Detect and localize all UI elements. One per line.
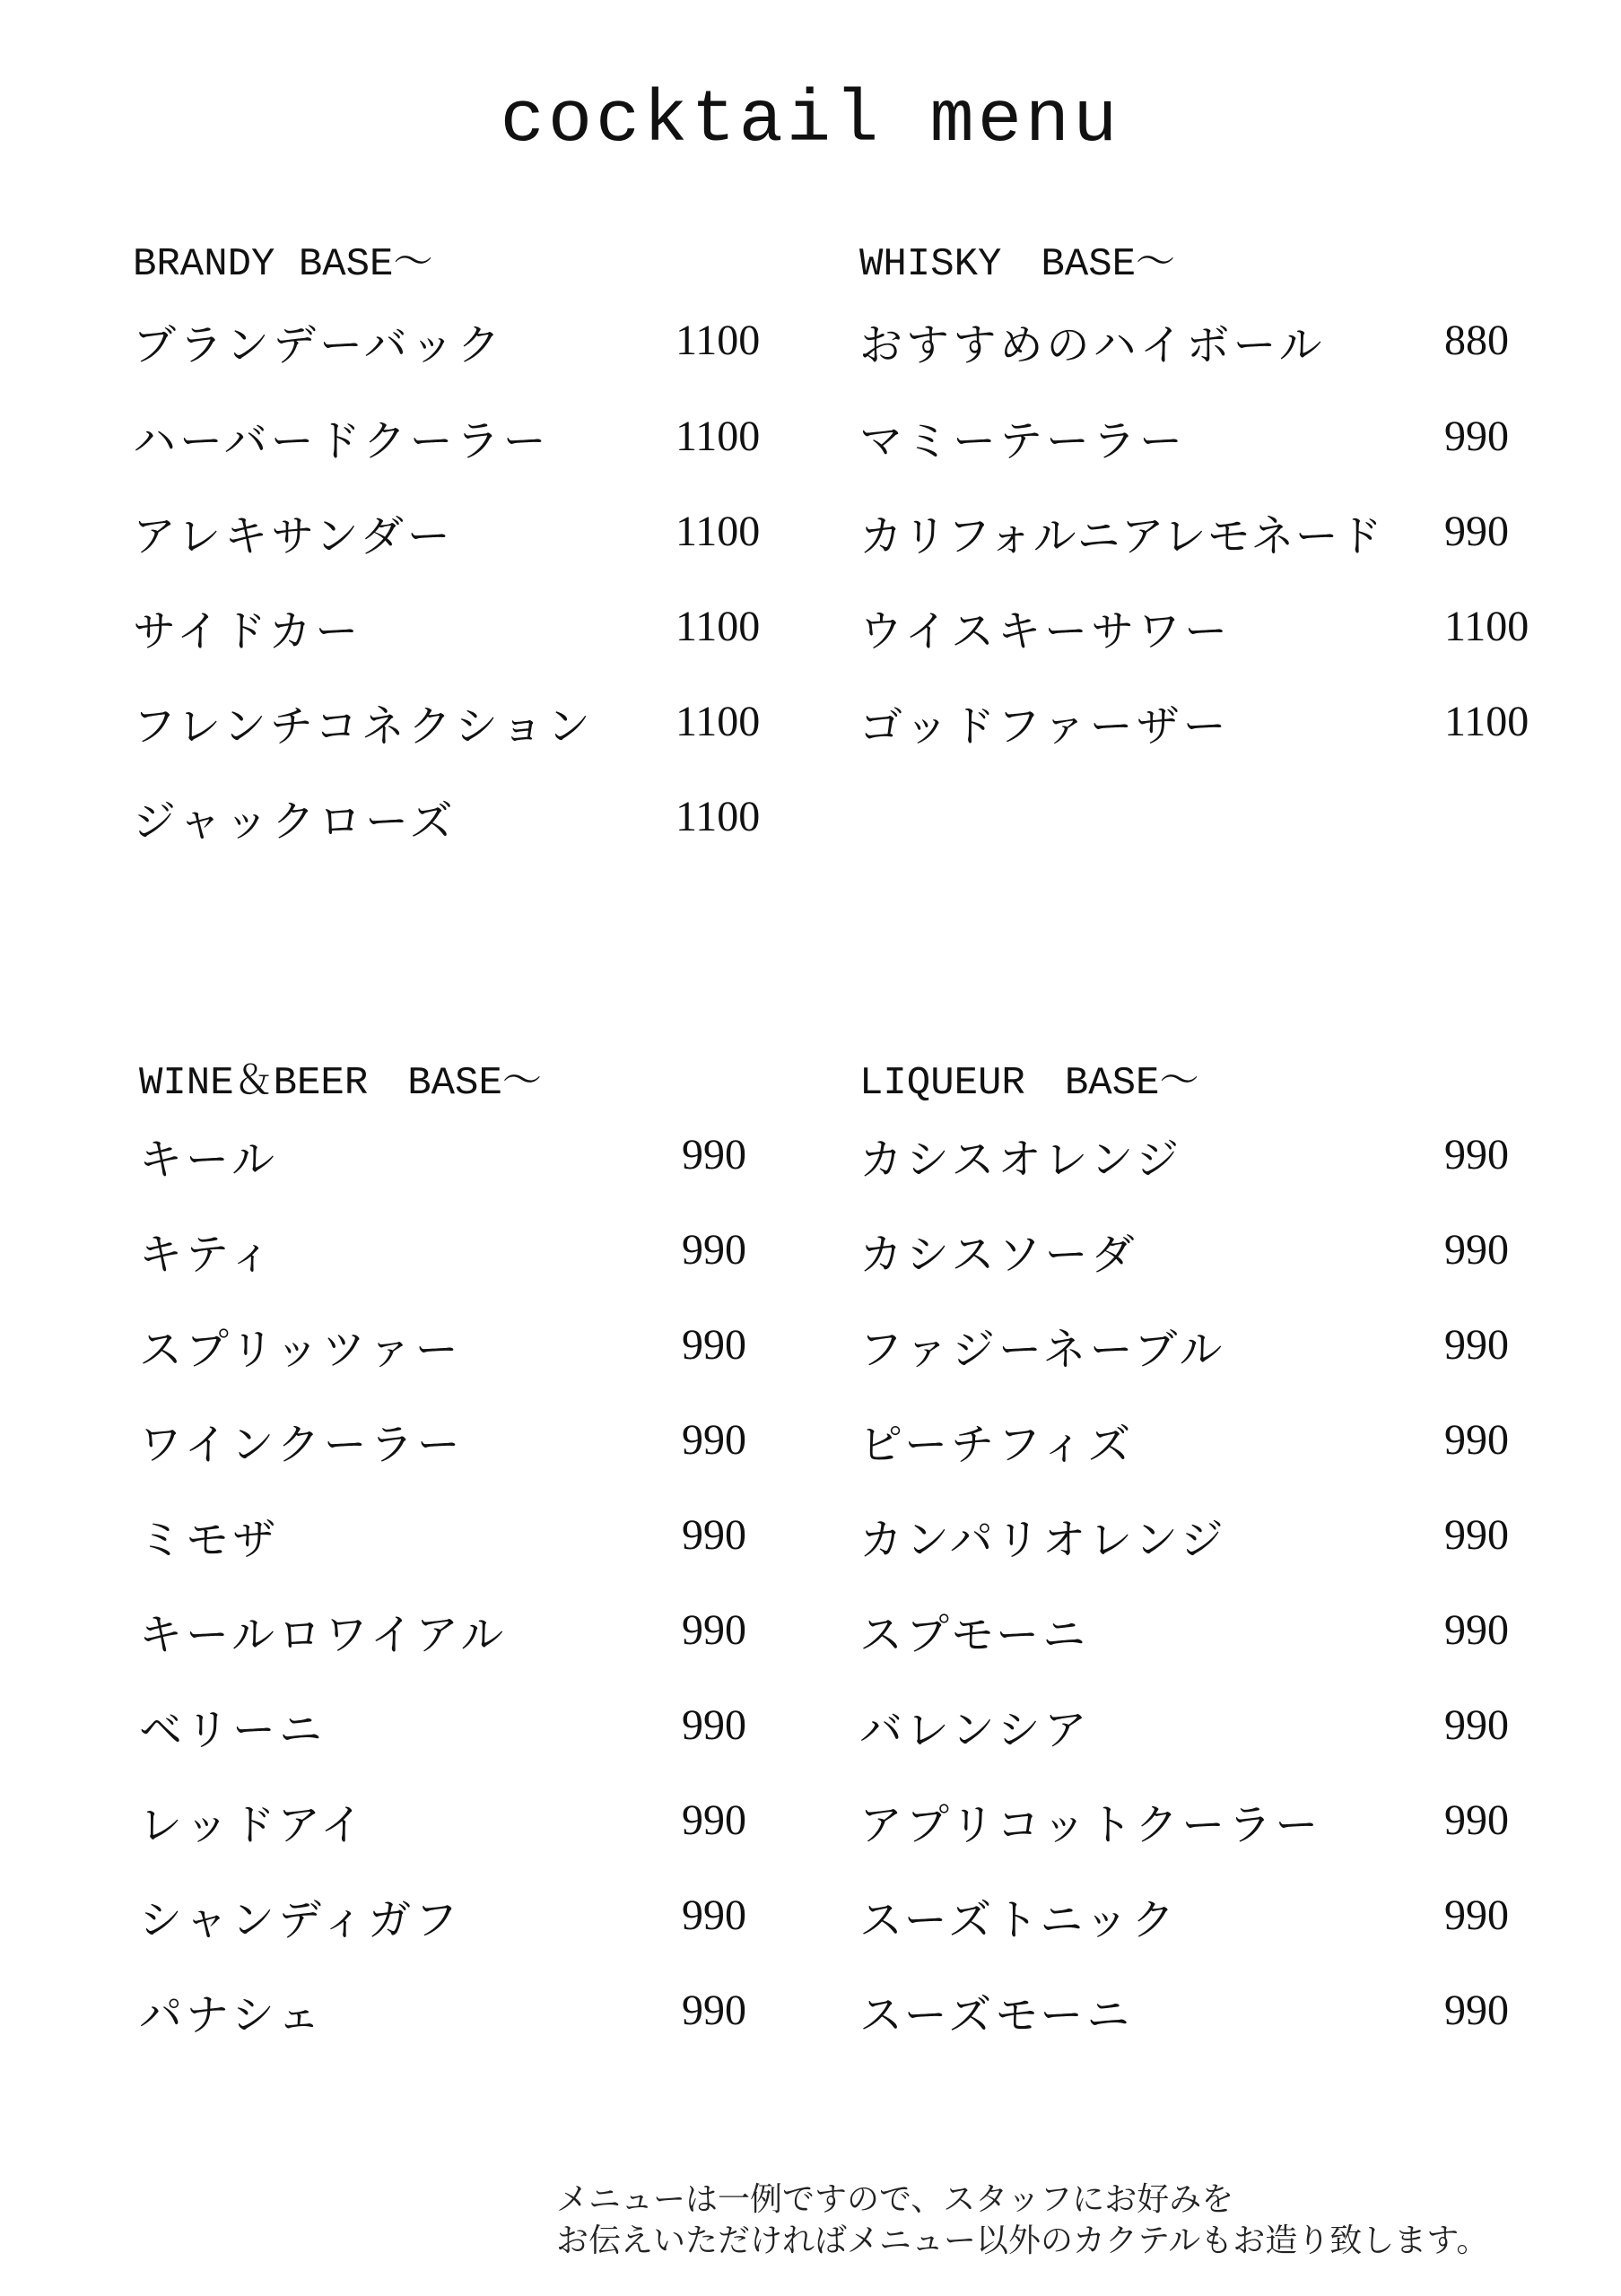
brandy-section <box>133 238 779 883</box>
liqueur-section <box>859 1057 1577 2061</box>
item-name: パナシェ <box>139 1989 325 2040</box>
menu-item <box>139 1690 785 1761</box>
item-price: 1100 <box>1444 698 1529 745</box>
menu-item <box>859 1500 1577 1571</box>
item-price: 1100 <box>675 413 761 460</box>
item-name: キールロワイアル <box>139 1609 508 1660</box>
item-price: 1100 <box>675 508 761 555</box>
menu-item <box>859 591 1577 663</box>
item-name: カンパリオレンジ <box>859 1514 1227 1565</box>
menu-item <box>133 686 779 758</box>
item-name: フレンチコネクション <box>133 700 595 752</box>
footer-note-line-2: お伝えいただければメニュー以外のカクテルもお造り致します。 <box>556 2222 1489 2259</box>
item-name: マミーテーラー <box>859 415 1187 466</box>
item-price: 990 <box>682 1796 746 1844</box>
item-name: ファジーネーブル <box>859 1324 1226 1375</box>
item-name: ハーバードクーラー <box>133 415 550 466</box>
item-price: 1100 <box>675 603 761 650</box>
item-price: 990 <box>682 1987 746 2034</box>
menu-item <box>139 1975 785 2047</box>
whisky-heading: WHISKY BASE～ <box>859 242 1176 287</box>
menu-item <box>859 305 1577 377</box>
menu-item <box>139 1880 785 1952</box>
wine-beer-section <box>139 1057 785 2061</box>
item-price: 990 <box>1444 1226 1509 1274</box>
item-price: 990 <box>682 1416 746 1464</box>
wine-beer-heading: WINE＆BEER BASE～ <box>139 1061 542 1106</box>
item-name: シャンディガフ <box>139 1894 462 1945</box>
footer-note <box>556 2179 1488 2262</box>
item-name: ピーチフィズ <box>859 1419 1135 1470</box>
menu-item <box>139 1405 785 1476</box>
item-name: カリフォルニアレモネード <box>859 510 1383 561</box>
item-price: 990 <box>682 1892 746 1939</box>
item-name: カシスオレンジ <box>859 1134 1183 1185</box>
item-name: キール <box>139 1134 279 1185</box>
menu-item <box>133 496 779 568</box>
item-name: バレンシア <box>859 1704 1091 1755</box>
brandy-heading: BRANDY BASE～ <box>133 242 433 287</box>
item-price: 990 <box>1444 1892 1509 1939</box>
menu-item <box>133 401 779 473</box>
item-price: 990 <box>1444 1416 1509 1464</box>
item-name: アレキサンダー <box>133 510 454 561</box>
menu-item <box>859 1309 1577 1381</box>
item-price: 990 <box>682 1226 746 1274</box>
page-title: cocktail menu <box>500 79 1121 162</box>
menu-item <box>859 1119 1577 1191</box>
menu-item <box>859 496 1577 568</box>
item-name: キティ <box>139 1229 276 1280</box>
item-price: 990 <box>1444 1796 1509 1844</box>
whisky-section <box>859 238 1577 794</box>
item-name: サイドカー <box>133 605 362 657</box>
menu-item <box>859 686 1577 758</box>
item-price: 990 <box>1444 1321 1509 1369</box>
item-name: カシスソーダ <box>859 1229 1138 1280</box>
menu-item <box>133 591 779 663</box>
menu-item <box>859 1690 1577 1761</box>
item-name: ミモザ <box>139 1514 280 1565</box>
item-name: ブランデーバック <box>133 319 504 370</box>
menu-item <box>139 1309 785 1381</box>
item-price: 1100 <box>675 698 761 745</box>
item-name: スーズモーニ <box>859 1989 1134 2040</box>
item-name: ジャックローズ <box>133 796 457 847</box>
item-price: 880 <box>1444 317 1509 364</box>
item-price: 990 <box>1444 1701 1509 1749</box>
menu-item <box>859 1785 1577 1857</box>
menu-item <box>859 1975 1577 2047</box>
footer-note-line-1: メニューは一例ですので、スタッフにお好みを <box>556 2181 1234 2218</box>
item-price: 1100 <box>675 793 761 840</box>
menu-item <box>859 1595 1577 1666</box>
menu-item <box>859 1214 1577 1286</box>
item-price: 990 <box>1444 1511 1509 1559</box>
item-price: 990 <box>1444 1131 1509 1178</box>
item-price: 990 <box>682 1321 746 1369</box>
item-price: 990 <box>682 1606 746 1654</box>
item-price: 990 <box>1444 1606 1509 1654</box>
liqueur-heading: LIQUEUR BASE～ <box>859 1061 1199 1106</box>
item-price: 990 <box>1444 1987 1509 2034</box>
menu-item <box>859 1880 1577 1952</box>
item-name: レッドアイ <box>139 1799 367 1850</box>
item-price: 990 <box>682 1701 746 1749</box>
item-name: スプリッツァー <box>139 1324 462 1375</box>
item-price: 990 <box>682 1131 746 1178</box>
item-name: ゴッドファーザー <box>859 700 1230 752</box>
menu-item <box>139 1119 785 1191</box>
menu-item <box>859 401 1577 473</box>
menu-item <box>139 1785 785 1857</box>
item-price: 1100 <box>1444 603 1529 650</box>
item-name: アプリコットクーラー <box>859 1799 1322 1850</box>
item-name: ワインクーラー <box>139 1419 464 1470</box>
item-price: 990 <box>682 1511 746 1559</box>
menu-item <box>139 1595 785 1666</box>
item-name: ウイスキーサワー <box>859 605 1232 657</box>
item-price: 990 <box>1444 413 1509 460</box>
item-name: スプモーニ <box>859 1609 1090 1660</box>
menu-item <box>859 1405 1577 1476</box>
item-name: スーズトニック <box>859 1894 1179 1945</box>
item-name: ベリーニ <box>139 1704 327 1755</box>
menu-item <box>133 781 779 853</box>
item-price: 1100 <box>675 317 761 364</box>
menu-item <box>133 305 779 377</box>
menu-item <box>139 1500 785 1571</box>
item-name: おすすめのハイボール <box>859 319 1326 370</box>
item-price: 990 <box>1444 508 1509 555</box>
menu-item <box>139 1214 785 1286</box>
